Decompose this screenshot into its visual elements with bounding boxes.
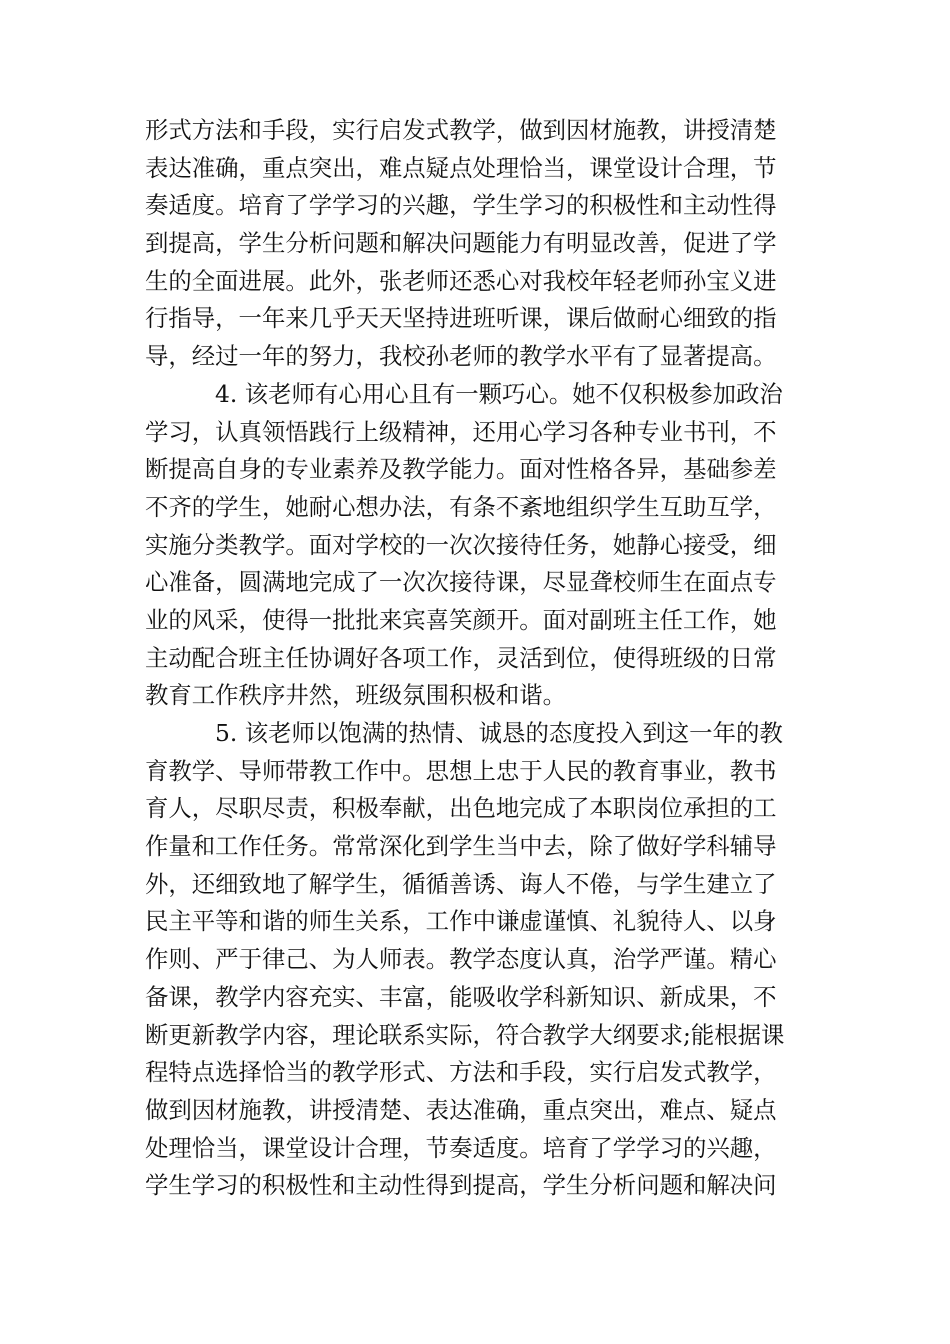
text-line: 表达准确，重点突出，难点疑点处理恰当，课堂设计合理，节 — [145, 153, 777, 182]
text-line: 4. 该老师有心用心且有一颗巧心。她不仅积极参加政治 — [215, 379, 783, 408]
text-line: 学习，认真领悟践行上级精神，还用心学习各种专业书刊，不 — [145, 417, 777, 446]
text-line: 生的全面进展。此外，张老师还悉心对我校年轻老师孙宝义进 — [145, 266, 777, 295]
text-line: 5. 该老师以饱满的热情、诚恳的态度投入到这一年的教 — [215, 719, 783, 747]
text-line: 奏适度。培育了学学习的兴趣，学生学习的积极性和主动性得 — [145, 191, 777, 220]
text-line: 心准备，圆满地完成了一次次接待课，尽显聋校师生在面点专 — [145, 568, 777, 597]
text-line: 到提高，学生分析问题和解决问题能力有明显改善，促进了学 — [145, 229, 777, 258]
text-line: 处理恰当，课堂设计合理，节奏适度。培育了学学习的兴趣， — [145, 1133, 777, 1162]
text-line: 行指导，一年来几乎天天坚持进班听课，课后做耐心细致的指 — [145, 304, 777, 333]
text-line: 主动配合班主任协调好各项工作，灵活到位，使得班级的日常 — [145, 643, 777, 672]
text-line: 作量和工作任务。常常深化到学生当中去，除了做好学科辅导 — [145, 832, 777, 861]
text-line: 作则、严于律己、为人师表。教学态度认真，治学严谨。精心 — [145, 945, 777, 974]
text-line: 民主平等和谐的师生关系，工作中谦虚谨慎、礼貌待人、以身 — [145, 907, 777, 936]
text-line: 学生学习的积极性和主动性得到提高，学生分析问题和解决问 — [145, 1171, 777, 1200]
text-line: 外，还细致地了解学生，循循善诱、诲人不倦，与学生建立了 — [145, 869, 777, 898]
text-line: 程特点选择恰当的教学形式、方法和手段，实行启发式教学， — [145, 1058, 777, 1087]
text-line: 导，经过一年的努力，我校孙老师的教学水平有了显著提高。 — [145, 342, 777, 371]
body-text — [145, 112, 815, 1205]
text-line: 做到因材施教，讲授清楚、表达准确，重点突出，难点、疑点 — [145, 1095, 777, 1124]
text-line: 备课，教学内容充实、丰富，能吸收学科新知识、新成果，不 — [145, 982, 777, 1011]
text-line: 不齐的学生，她耐心想办法，有条不紊地组织学生互助互学， — [145, 492, 777, 521]
text-line: 育人，尽职尽责，积极奉献，出色地完成了本职岗位承担的工 — [145, 794, 777, 823]
text-line: 实施分类教学。面对学校的一次次接待任务，她静心接受，细 — [145, 530, 777, 559]
text-line: 业的风采，使得一批批来宾喜笑颜开。面对副班主任工作，她 — [145, 605, 777, 634]
text-line: 育教学、导师带教工作中。思想上忠于人民的教育事业，教书 — [145, 756, 777, 785]
text-line: 教育工作秩序井然，班级氛围积极和谐。 — [145, 681, 567, 710]
text-line: 形式方法和手段，实行启发式教学，做到因材施教，讲授清楚 — [145, 116, 777, 144]
text-line: 断更新教学内容，理论联系实际，符合教学大纲要求;能根据课 — [145, 1020, 785, 1049]
text-line: 断提高自身的专业素养及教学能力。面对性格各异，基础参差 — [145, 455, 777, 484]
